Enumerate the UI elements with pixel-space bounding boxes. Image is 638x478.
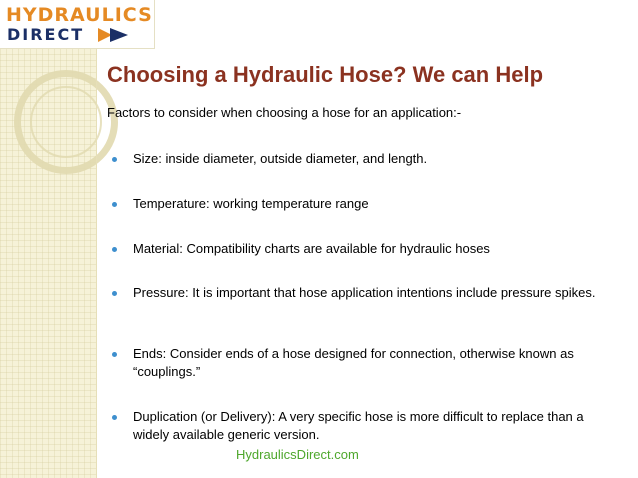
logo-wordmark-bottom: DIRECT — [7, 25, 85, 44]
list-item-text: Size: inside diameter, outside diameter, and length. — [133, 151, 428, 166]
list-item-text: Duplication (or Delivery): A very specific hose is more difficult to replace than a widely available generic version. — [133, 409, 584, 442]
bullet-icon — [112, 352, 117, 357]
page-title: Choosing a Hydraulic Hose? We can Help — [107, 62, 544, 87]
list-item-text: Material: Compatibility charts are available for hydraulic hoses — [133, 241, 490, 256]
bullet-icon — [112, 247, 117, 252]
list-item — [133, 195, 623, 213]
list-item — [133, 150, 623, 168]
logo-wordmark-top: HYDRAULICS — [6, 4, 153, 26]
list-item-text: Pressure: It is important that hose application intentions include pressure spikes. — [133, 285, 596, 300]
intro-text: Factors to consider when choosing a hose for an application:- — [107, 105, 462, 120]
bullet-icon — [112, 415, 117, 420]
hydraulics-direct-logo — [0, 0, 155, 49]
bullet-icon — [112, 291, 117, 296]
list-item — [133, 284, 623, 302]
decorative-divider — [96, 0, 97, 478]
list-item — [133, 240, 623, 258]
bullet-icon — [112, 202, 117, 207]
bullet-icon — [112, 157, 117, 162]
list-item — [133, 408, 623, 444]
list-item-text: Temperature: working temperature range — [133, 196, 369, 211]
list-item-text: Ends: Consider ends of a hose designed for connection, otherwise known as “couplings.” — [133, 346, 574, 379]
website-link[interactable]: HydraulicsDirect.com — [236, 447, 359, 462]
double-chevron-arrow-icon — [98, 27, 132, 43]
list-item — [133, 345, 623, 381]
decorative-inner-ring — [30, 86, 102, 158]
